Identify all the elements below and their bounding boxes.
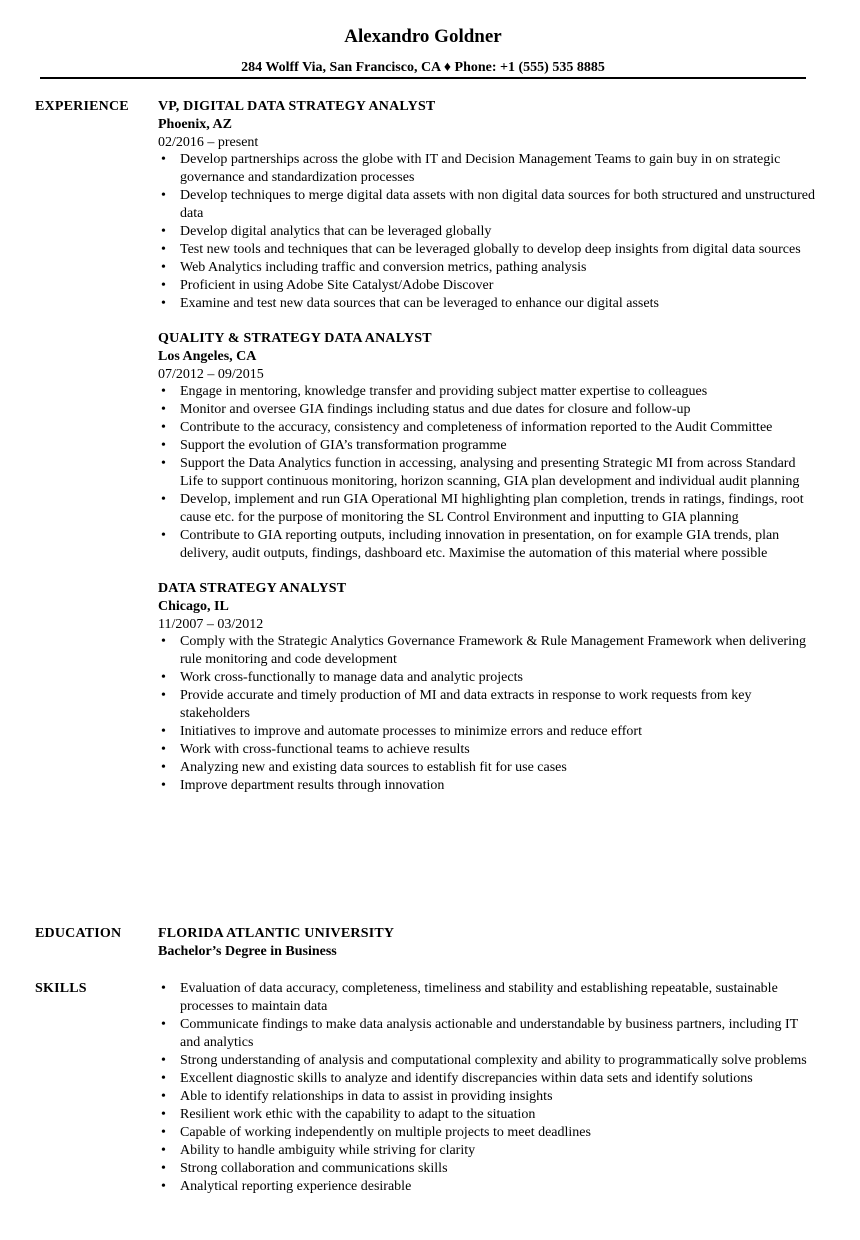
bullet-icon: • (161, 1125, 166, 1140)
bullet-text: Engage in mentoring, knowledge transfer and providing subject matter expertise to colleagues (180, 384, 708, 399)
section-title-experience: EXPERIENCE (35, 99, 129, 114)
job-title: QUALITY & STRATEGY DATA ANALYST (158, 331, 432, 346)
job-entry (158, 330, 818, 563)
education-entry (158, 925, 818, 961)
list-item (158, 723, 818, 741)
bullet-text: Provide accurate and timely production of MI and data extracts in response to work requests from key stakeholders (180, 688, 752, 721)
list-item (158, 455, 818, 491)
job-bullets (158, 633, 818, 795)
bullet-icon: • (161, 1161, 166, 1176)
bullet-text: Support the Data Analytics function in accessing, analysing and presenting Strategic MI from across Standard Life to support continuous monitoring, horizon scanning, GIA plan development and individual audit planning (180, 456, 800, 489)
bullet-icon: • (161, 242, 166, 257)
experience-list (158, 98, 818, 812)
skills-list (158, 980, 818, 1196)
bullet-text: Ability to handle ambiguity while striving for clarity (180, 1143, 476, 1158)
list-item (158, 1124, 818, 1142)
job-entry (158, 98, 818, 313)
contact-line: 284 Wolff Via, San Francisco, CA ♦ Phone: +1 (555) 535 8885 (241, 60, 605, 75)
bullet-icon: • (161, 420, 166, 435)
job-title: VP, DIGITAL DATA STRATEGY ANALYST (158, 99, 436, 114)
list-item (158, 1070, 818, 1088)
bullet-icon: • (161, 778, 166, 793)
list-item (158, 1106, 818, 1124)
bullet-icon: • (161, 456, 166, 471)
candidate-name: Alexandro Goldner (344, 26, 502, 47)
list-item (158, 223, 818, 241)
bullet-text: Able to identify relationships in data to assist in providing insights (180, 1089, 553, 1104)
list-item (158, 187, 818, 223)
job-dates: 07/2012 – 09/2015 (158, 367, 264, 382)
bullet-text: Capable of working independently on multiple projects to meet deadlines (180, 1125, 591, 1140)
bullet-text: Test new tools and techniques that can be leveraged globally to develop deep insights from digital data sources (180, 242, 801, 257)
list-item (158, 1160, 818, 1178)
bullet-text: Develop techniques to merge digital data assets with non digital data sources for both structured and unstructured data (180, 188, 816, 221)
bullet-icon: • (161, 760, 166, 775)
bullet-icon: • (161, 688, 166, 703)
list-item (158, 669, 818, 687)
bullet-icon: • (161, 188, 166, 203)
bullet-text: Resilient work ethic with the capability to adapt to the situation (180, 1107, 536, 1122)
list-item (158, 437, 818, 455)
school-name: FLORIDA ATLANTIC UNIVERSITY (158, 926, 395, 941)
list-item (158, 419, 818, 437)
list-item (158, 1088, 818, 1106)
list-item (158, 777, 818, 795)
list-item (158, 633, 818, 669)
bullet-text: Strong collaboration and communications skills (180, 1161, 448, 1176)
bullet-text: Analyzing new and existing data sources to establish fit for use cases (180, 760, 567, 775)
job-location: Phoenix, AZ (158, 117, 232, 132)
bullet-text: Develop digital analytics that can be leveraged globally (180, 224, 492, 239)
list-item (158, 151, 818, 187)
list-item (158, 1178, 818, 1196)
bullet-icon: • (161, 438, 166, 453)
section-title-skills: SKILLS (35, 981, 87, 996)
bullet-icon: • (161, 724, 166, 739)
list-item (158, 759, 818, 777)
bullet-icon: • (161, 1089, 166, 1104)
list-item (158, 1016, 818, 1052)
list-item (158, 491, 818, 527)
bullet-text: Develop, implement and run GIA Operational MI highlighting plan completion, trends in ratings, findings, root cause etc. for the purpose of monitoring the SL Control Environment and inputting to GIA planning (180, 492, 804, 525)
bullet-text: Web Analytics including traffic and conversion metrics, pathing analysis (180, 260, 587, 275)
degree-name: Bachelor’s Degree in Business (158, 944, 337, 959)
bullet-text: Analytical reporting experience desirable (180, 1179, 412, 1194)
bullet-text: Communicate findings to make data analysis actionable and understandable by business partners, including IT and analytics (180, 1017, 798, 1050)
list-item (158, 687, 818, 723)
bullet-text: Proficient in using Adobe Site Catalyst/Adobe Discover (180, 278, 494, 293)
job-entry (158, 580, 818, 795)
bullet-text: Comply with the Strategic Analytics Governance Framework & Rule Management Framework when delivering rule monitoring and code development (180, 634, 806, 667)
job-location: Chicago, IL (158, 599, 229, 614)
job-dates: 02/2016 – present (158, 135, 259, 150)
bullet-text: Support the evolution of GIA’s transformation programme (180, 438, 507, 453)
bullet-icon: • (161, 1143, 166, 1158)
bullet-icon: • (161, 1179, 166, 1194)
list-item (158, 241, 818, 259)
job-dates: 11/2007 – 03/2012 (158, 617, 264, 632)
bullet-icon: • (161, 224, 166, 239)
bullet-icon: • (161, 528, 166, 543)
bullet-text: Contribute to the accuracy, consistency and completeness of information reported to the Audit Committee (180, 420, 773, 435)
list-item (158, 1142, 818, 1160)
job-location: Los Angeles, CA (158, 349, 257, 364)
bullet-icon: • (161, 296, 166, 311)
bullet-text: Contribute to GIA reporting outputs, including innovation in presentation, on for example GIA trends, plan delivery, audit outputs, findings, dashboard etc. Maximise the automation of this material where possible (180, 528, 780, 561)
list-item (158, 527, 818, 563)
bullet-text: Excellent diagnostic skills to analyze and identify discrepancies within data sets and identify solutions (180, 1071, 753, 1086)
bullet-icon: • (161, 670, 166, 685)
bullet-text: Monitor and oversee GIA findings including status and due dates for closure and follow-up (180, 402, 691, 417)
bullet-icon: • (161, 1071, 166, 1086)
job-bullets (158, 383, 818, 563)
list-item (158, 277, 818, 295)
bullet-text: Develop partnerships across the globe with IT and Decision Management Teams to gain buy in on strategic governance and standardization processes (180, 152, 781, 185)
bullet-icon: • (161, 981, 166, 996)
list-item (158, 383, 818, 401)
bullet-text: Improve department results through innovation (180, 778, 445, 793)
bullet-icon: • (161, 152, 166, 167)
header-divider (40, 77, 806, 79)
bullet-text: Strong understanding of analysis and computational complexity and ability to programmatically solve problems (180, 1053, 807, 1068)
bullet-icon: • (161, 402, 166, 417)
bullet-icon: • (161, 634, 166, 649)
bullet-icon: • (161, 1107, 166, 1122)
bullet-text: Evaluation of data accuracy, completeness, timeliness and stability and establishing repeatable, sustainable processes to maintain data (180, 981, 778, 1014)
list-item (158, 741, 818, 759)
job-title: DATA STRATEGY ANALYST (158, 581, 347, 596)
bullet-text: Examine and test new data sources that can be leveraged to enhance our digital assets (180, 296, 659, 311)
skills-bullets (158, 980, 818, 1196)
list-item (158, 980, 818, 1016)
bullet-icon: • (161, 260, 166, 275)
list-item (158, 1052, 818, 1070)
bullet-icon: • (161, 278, 166, 293)
list-item (158, 259, 818, 277)
bullet-text: Work cross-functionally to manage data and analytic projects (180, 670, 523, 685)
bullet-icon: • (161, 1053, 166, 1068)
bullet-icon: • (161, 742, 166, 757)
bullet-icon: • (161, 384, 166, 399)
job-bullets (158, 151, 818, 313)
bullet-icon: • (161, 1017, 166, 1032)
bullet-text: Initiatives to improve and automate processes to minimize errors and reduce effort (180, 724, 642, 739)
list-item (158, 401, 818, 419)
bullet-text: Work with cross-functional teams to achieve results (180, 742, 470, 757)
bullet-icon: • (161, 492, 166, 507)
section-title-education: EDUCATION (35, 926, 122, 941)
list-item (158, 295, 818, 313)
